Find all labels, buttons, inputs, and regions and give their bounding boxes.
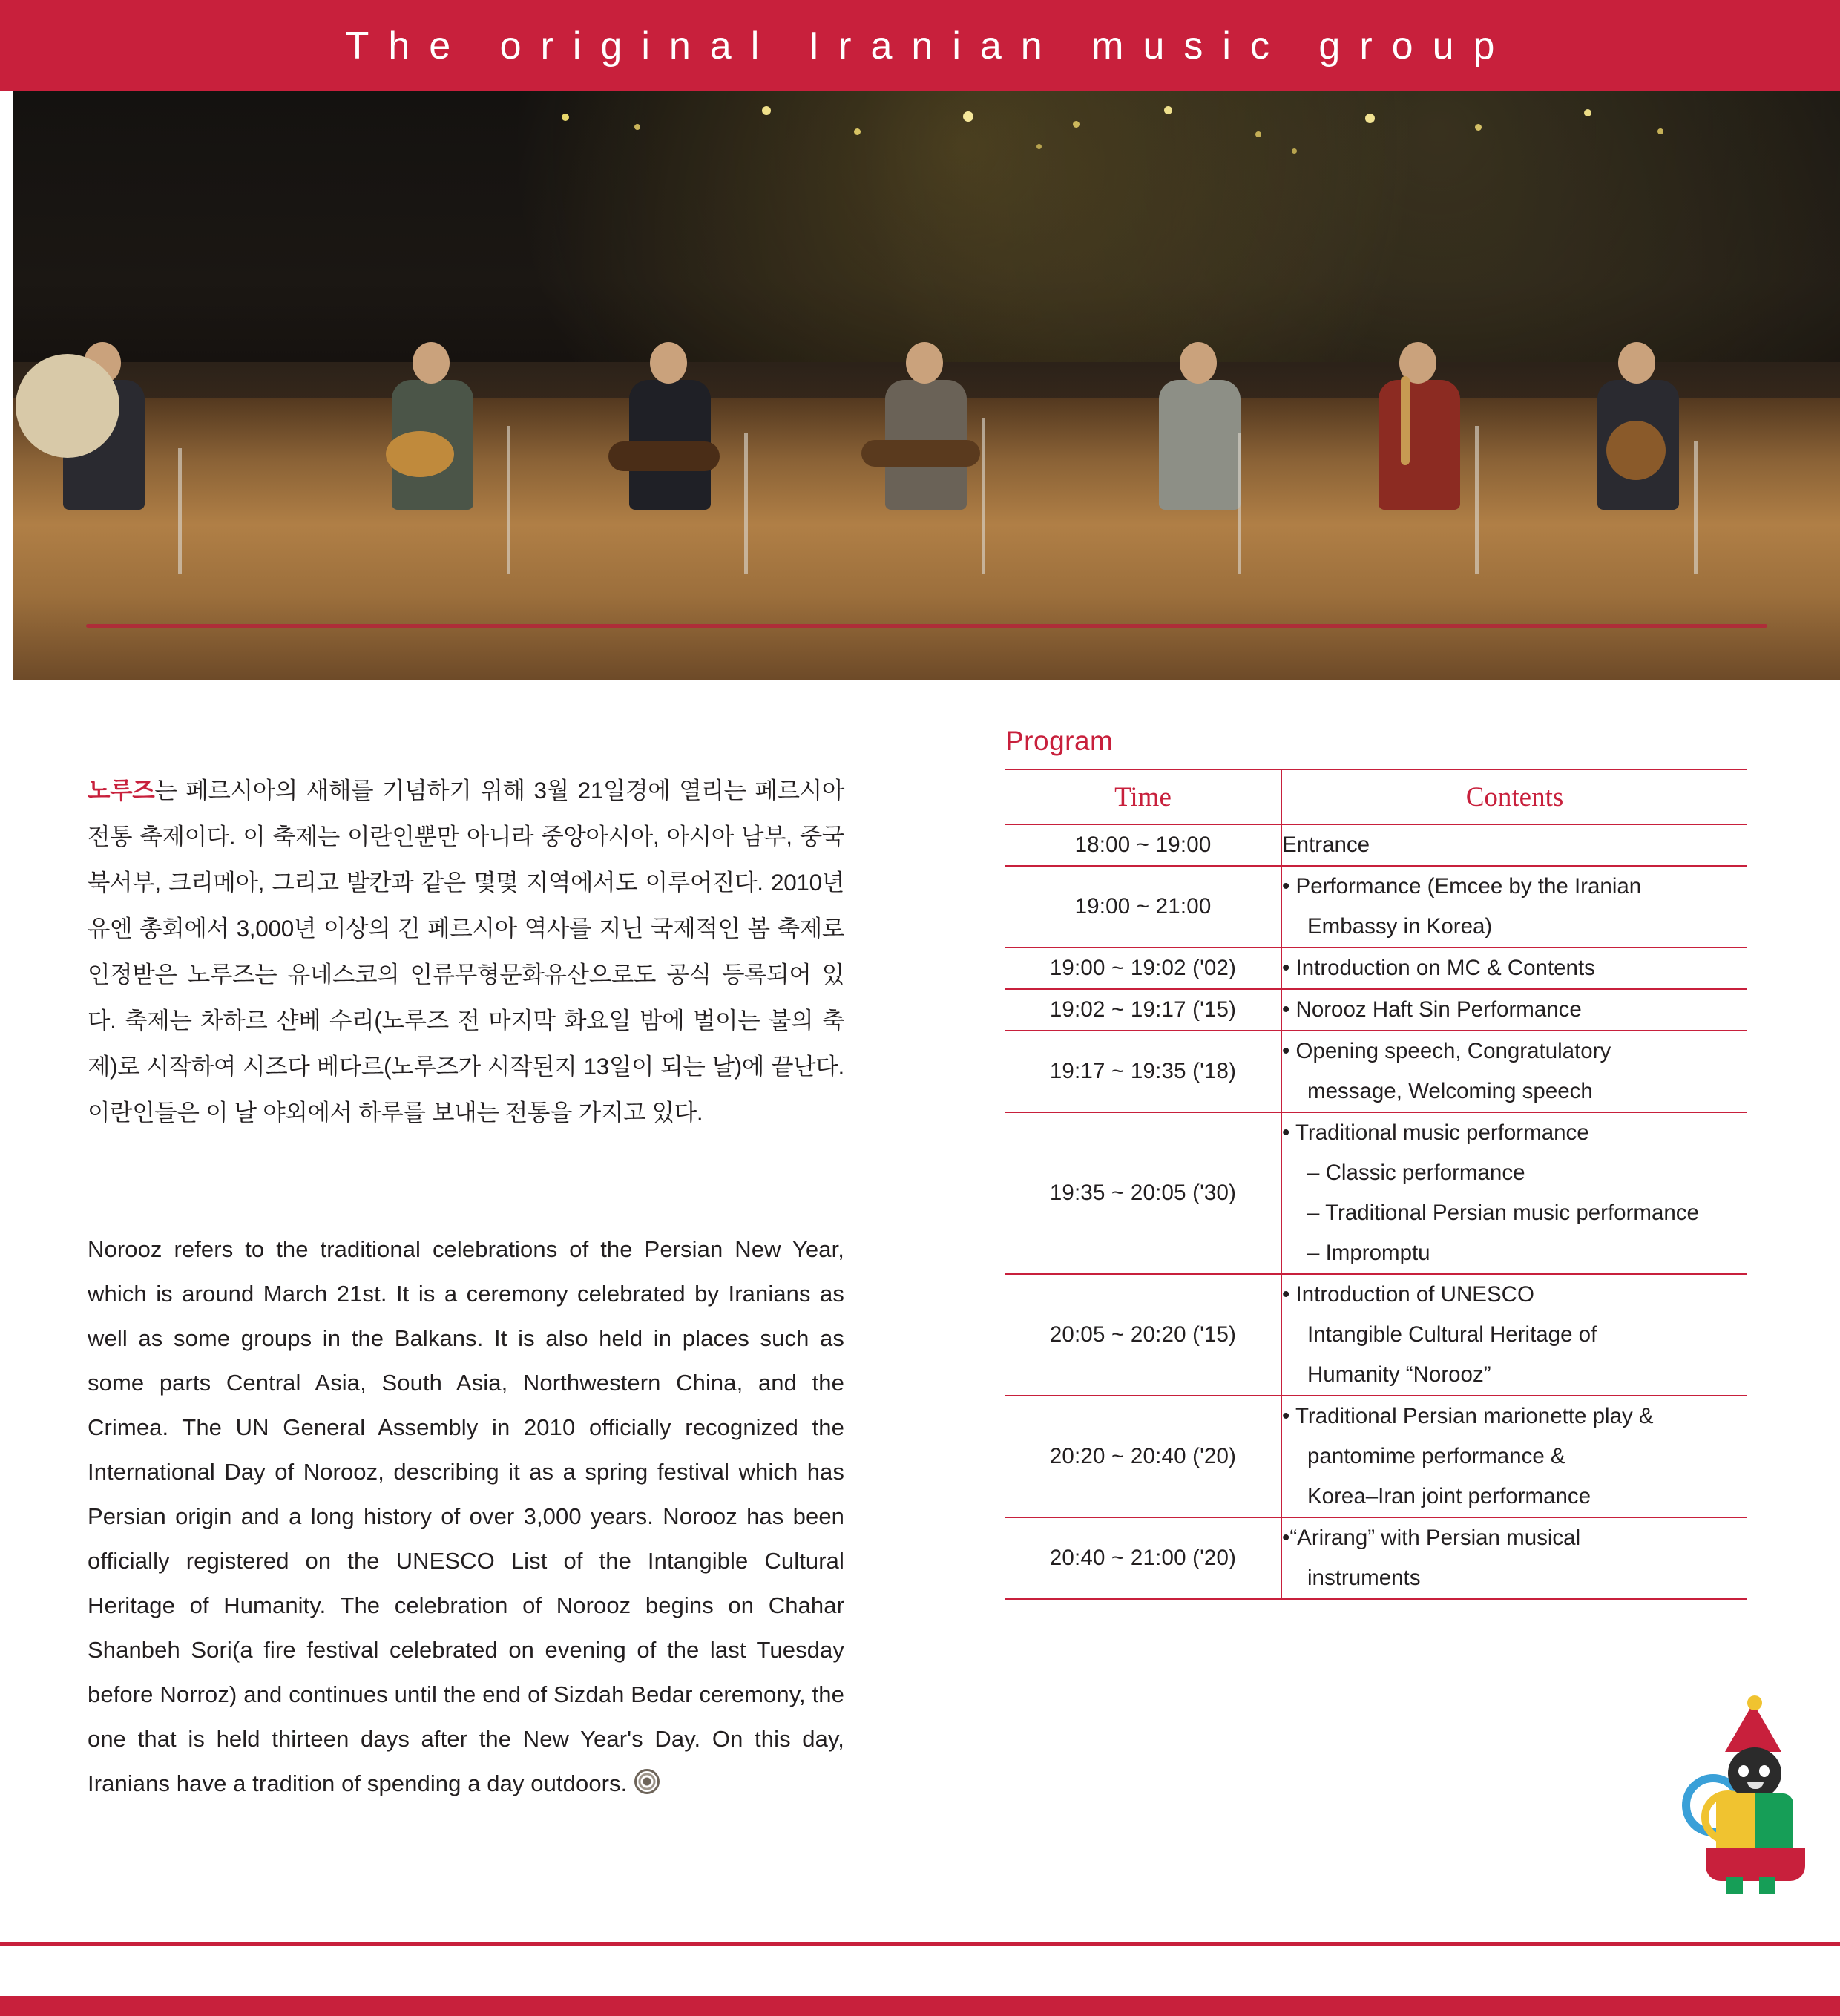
mascot-skirt <box>1706 1848 1805 1881</box>
program-title: Program <box>1005 726 1114 756</box>
page-header-banner <box>0 0 1840 91</box>
ornament-end-icon <box>634 1769 660 1794</box>
table-header-row <box>1005 769 1747 824</box>
cell-time: 19:00 ~ 21:00 <box>1005 866 1281 948</box>
program-table <box>1005 769 1747 1600</box>
cell-time: 19:17 ~ 19:35 ('18) <box>1005 1031 1281 1112</box>
contents-line: instruments <box>1307 1566 1421 1590</box>
projection-screen <box>13 91 1840 362</box>
footer-divider <box>0 1942 1840 1946</box>
microphone-stand <box>1238 433 1241 574</box>
program-column <box>1005 726 1747 1600</box>
contents-line: Korea–Iran joint performance <box>1307 1484 1591 1508</box>
mascot-illustration <box>1680 1703 1821 1896</box>
contents-line: – Traditional Persian music performance <box>1307 1201 1699 1225</box>
performer-ney <box>1365 324 1476 510</box>
korean-lead-word: 노루즈 <box>88 776 155 804</box>
contents-line: • Traditional music performance <box>1282 1120 1589 1145</box>
microphone-stand <box>1694 441 1698 574</box>
performer-setar <box>872 324 983 510</box>
cell-contents <box>1281 824 1747 866</box>
table-row <box>1005 948 1747 989</box>
description-column <box>88 743 844 1829</box>
contents-line: – Classic performance <box>1307 1160 1525 1185</box>
contents-line: Intangible Cultural Heritage of <box>1307 1322 1597 1347</box>
performer-kamancheh <box>1584 324 1695 510</box>
cell-contents <box>1281 1112 1747 1274</box>
contents-line: Humanity “Norooz” <box>1307 1362 1491 1387</box>
performer-tombak <box>378 324 490 510</box>
contents-line: • Opening speech, Congratulatory <box>1282 1039 1611 1063</box>
contents-line: pantomime performance & <box>1307 1444 1565 1468</box>
microphone-stand <box>744 433 748 574</box>
contents-line: Entrance <box>1282 833 1370 857</box>
microphone-stand <box>1475 426 1479 574</box>
cell-time: 20:05 ~ 20:20 ('15) <box>1005 1274 1281 1396</box>
mascot-leg <box>1759 1877 1775 1894</box>
microphone-stand <box>507 426 510 574</box>
cell-contents <box>1281 1396 1747 1517</box>
cell-time: 20:40 ~ 21:00 ('20) <box>1005 1517 1281 1599</box>
performer-tar <box>616 324 727 510</box>
contents-line: message, Welcoming speech <box>1307 1079 1593 1103</box>
contents-line: • Introduction on MC & Contents <box>1282 956 1595 980</box>
mascot-leg <box>1726 1877 1743 1894</box>
microphone-stand <box>982 418 985 574</box>
cell-time: 19:35 ~ 20:05 ('30) <box>1005 1112 1281 1274</box>
footer-bar <box>0 1996 1840 2016</box>
contents-line: • Traditional Persian marionette play & <box>1282 1404 1654 1428</box>
english-description-text: Norooz refers to the traditional celebrations of the Persian New Year, which is around March 21st. It is a ceremony celebrated by Iranians as well as some groups in the Balkans. It is also held in places such as some parts Central Asia, South Asia, Northwestern China, and the Crimea. The UN General Assembly in 2010 officially recognized the International Day of Norooz, describing it as a spring festival which has Persian origin and a long history of over 3,000 years. Norooz has been officially registered on the UNESCO List of the Intangible Cultural Heritage of Humanity. The celebration of Norooz begins on Chahar Shanbeh Sori(a fire festival celebrated on evening of the last Tuesday before Norroz) and continues until the end of Sizdah Bedar ceremony, the one that is held thirteen days after the New Year's Day. On this day, Iranians have a tradition of spending a day outdoors. <box>88 1235 844 1796</box>
cell-contents <box>1281 1031 1747 1112</box>
cell-time: 19:00 ~ 19:02 ('02) <box>1005 948 1281 989</box>
contents-line: • Norooz Haft Sin Performance <box>1282 997 1582 1022</box>
table-row <box>1005 989 1747 1031</box>
cell-contents <box>1281 1274 1747 1396</box>
table-row <box>1005 1396 1747 1517</box>
contents-line: • Performance (Emcee by the Iranian <box>1282 874 1642 899</box>
table-row <box>1005 866 1747 948</box>
contents-line: •“Arirang” with Persian musical <box>1282 1526 1581 1550</box>
cell-time: 19:02 ~ 19:17 ('15) <box>1005 989 1281 1031</box>
english-description <box>88 1227 844 1806</box>
cell-contents <box>1281 989 1747 1031</box>
korean-description-rest: 는 페르시아의 새해를 기념하기 위해 3월 21일경에 열리는 페르시아 전통 축제이다. 이 축제는 이란인뿐만 아니라 중앙아시아, 아시아 남부, 중국 북서부, 크리메아, 그리고 발칸과 같은 몇몇 지역에서도 이루어진다. 2010년 유엔 총회에서 3,000년 이상의 긴 페르시아 역사를 지닌 국제적인 봄 축제로 인정받은 노루즈는 유네스코의 인류무형문화유산으로도 공식 등록되어 있다. 축제는 차하르 샨베 수리(노루즈 전 마지막 화요일 밤에 벌이는 불의 축제)로 시작하여 시즈다 베다르(노루즈가 시작된지 13일이 되는 날)에 끝난다. 이란인들은 이 날 야외에서 하루를 보내는 전통을 가지고 있다. <box>88 776 844 1126</box>
table-row <box>1005 1274 1747 1396</box>
contents-line: • Introduction of UNESCO <box>1282 1282 1534 1307</box>
cell-time: 20:20 ~ 20:40 ('20) <box>1005 1396 1281 1517</box>
table-row <box>1005 824 1747 866</box>
cell-contents <box>1281 1517 1747 1599</box>
hero-photo-music-group <box>13 91 1840 680</box>
table-row <box>1005 1112 1747 1274</box>
microphone-stand <box>178 448 182 574</box>
mascot-hat-ball <box>1747 1695 1762 1710</box>
cell-contents <box>1281 948 1747 989</box>
cityscape-lights <box>13 91 1840 216</box>
stage-cable <box>86 624 1767 628</box>
contents-line: – Impromptu <box>1307 1241 1430 1265</box>
contents-line: Embassy in Korea) <box>1307 914 1493 939</box>
table-row <box>1005 1031 1747 1112</box>
korean-description <box>88 767 844 1135</box>
cell-time: 18:00 ~ 19:00 <box>1005 824 1281 866</box>
column-header-time: Time <box>1005 769 1281 824</box>
cell-contents <box>1281 866 1747 948</box>
performer-daf <box>50 324 161 510</box>
banner-title: The original Iranian music group <box>345 24 1514 68</box>
column-header-contents: Contents <box>1281 769 1747 824</box>
table-row <box>1005 1517 1747 1599</box>
mascot-face <box>1728 1747 1781 1799</box>
